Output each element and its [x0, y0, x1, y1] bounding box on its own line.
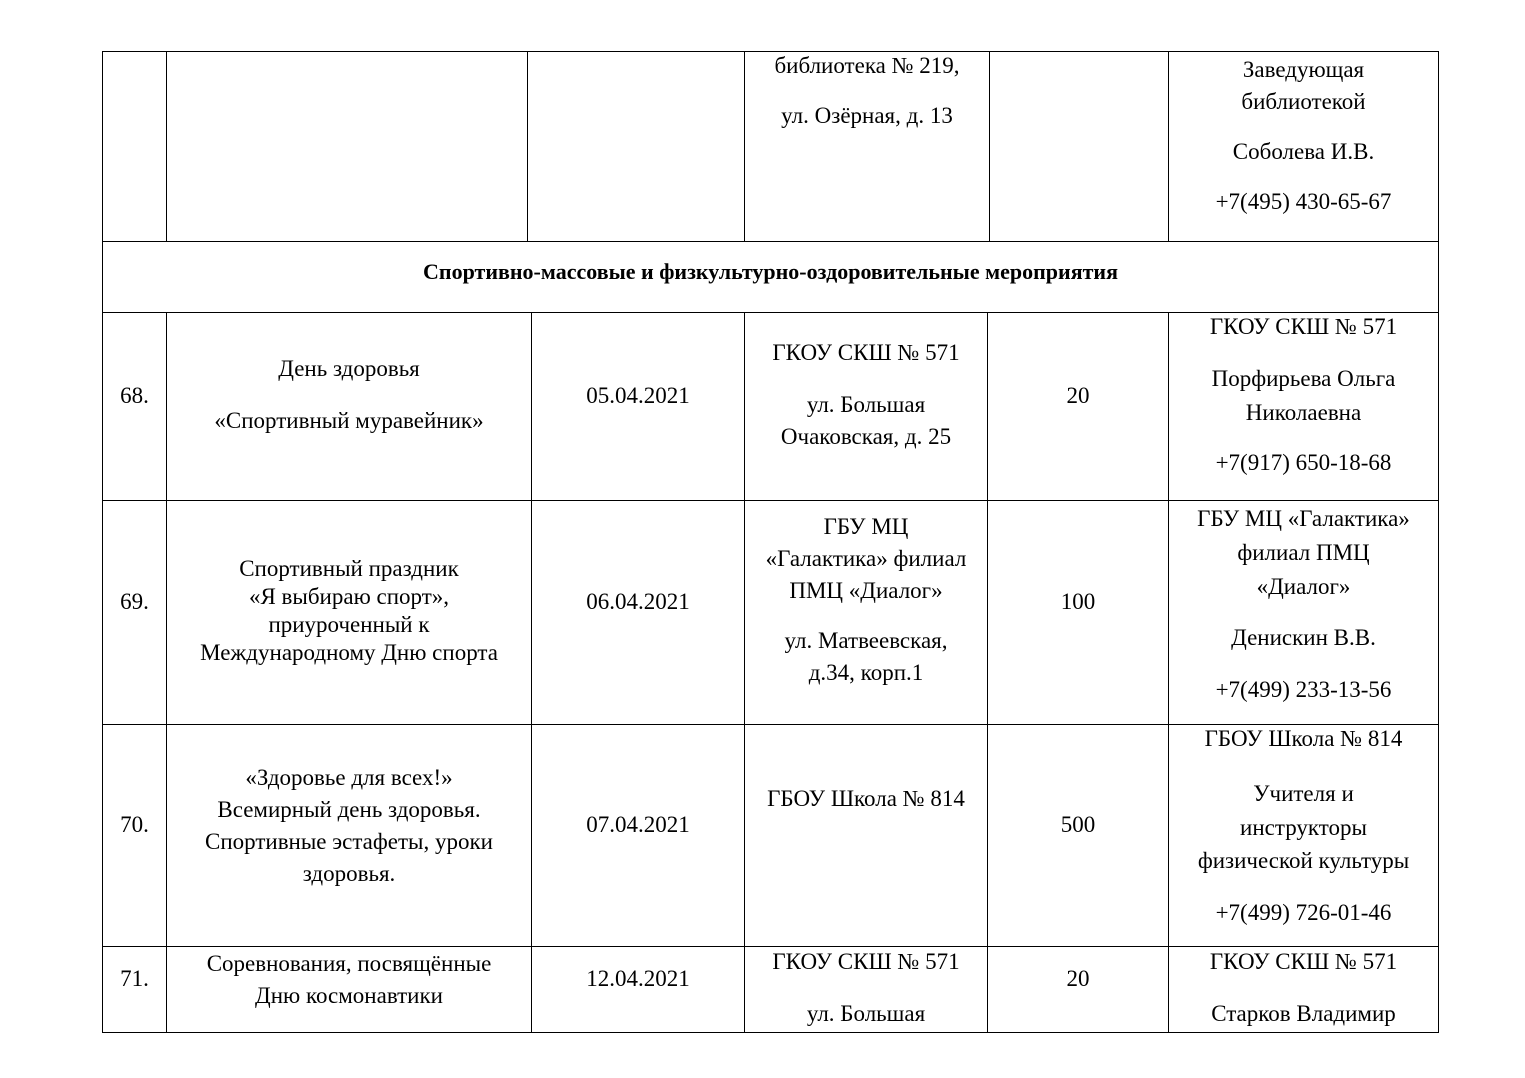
column-divider [989, 51, 990, 241]
contact-cell [1169, 52, 1438, 216]
contact-line: физической культуры [1197, 848, 1410, 873]
place-cell [745, 52, 989, 130]
event-line: Соревнования, посвящённые [206, 951, 492, 976]
table-row-divider [102, 500, 1439, 501]
place-line: ул. Озёрная, д. 13 [781, 103, 953, 128]
event-cell [167, 355, 531, 435]
row-number: 69. [120, 589, 149, 614]
count-cell: 20 [1066, 966, 1090, 991]
place-line: ул. Большая [806, 1001, 926, 1026]
place-line: ГКОУ СКШ № 571 [772, 340, 960, 365]
contact-cell [1169, 502, 1438, 706]
section-title: Спортивно-массовые и физкультурно-оздоровительные мероприятия [423, 259, 1118, 284]
column-divider [166, 51, 167, 241]
event-line: «Здоровье для всех!» [245, 765, 453, 790]
place-cell [745, 948, 987, 1028]
contact-cell [1169, 313, 1438, 477]
place-line: ГБОУ Школа № 814 [767, 786, 965, 811]
event-cell [167, 948, 531, 1012]
column-divider [527, 51, 528, 241]
contact-line: ГБОУ Школа № 814 [1204, 726, 1403, 751]
place-cell [745, 339, 987, 451]
event-line: Спортивный праздник [239, 556, 459, 581]
contact-line: Заведующая [1242, 57, 1365, 82]
place-line: д.34, корп.1 [808, 660, 924, 685]
table-row-divider [102, 241, 1439, 242]
place-cell [745, 785, 987, 813]
count-cell: 500 [1060, 812, 1096, 837]
event-line: приуроченный к [268, 612, 430, 637]
table-row-divider [102, 946, 1439, 947]
contact-line: +7(495) 430-65-67 [1215, 189, 1392, 214]
place-cell [745, 511, 987, 689]
contact-cell [1169, 948, 1438, 1028]
place-line: Очаковская, д. 25 [780, 424, 952, 449]
event-cell [167, 762, 531, 890]
event-line: «Спортивный муравейник» [214, 408, 484, 433]
contact-line: +7(499) 726-01-46 [1215, 900, 1392, 925]
date-cell: 06.04.2021 [586, 589, 690, 614]
event-line: здоровья. [302, 861, 396, 886]
place-line: ПМЦ «Диалог» [789, 578, 943, 603]
row-number: 71. [120, 966, 149, 991]
contact-line: ГБУ МЦ «Галактика» [1197, 506, 1410, 531]
place-line: ул. Большая [806, 392, 926, 417]
contact-line: Порфирьева Ольга [1211, 366, 1396, 391]
count-cell: 100 [1060, 589, 1096, 614]
row-number: 70. [120, 812, 149, 837]
date-cell: 12.04.2021 [586, 966, 690, 991]
event-line: «Я выбираю спорт», [248, 584, 450, 609]
place-line: ГБУ МЦ [823, 514, 909, 539]
contact-line: Старков Владимир [1211, 1001, 1396, 1026]
table-border-right [1438, 51, 1439, 1033]
place-line: «Галактика» филиал [765, 546, 967, 571]
column-divider [987, 312, 988, 1033]
count-cell: 20 [1066, 383, 1090, 408]
event-cell [167, 555, 531, 667]
event-line: День здоровья [278, 356, 420, 381]
contact-line: Учителя и [1253, 781, 1354, 806]
contact-line: +7(917) 650-18-68 [1215, 450, 1392, 475]
contact-line: +7(499) 233-13-56 [1215, 677, 1392, 702]
event-line: Спортивные эстафеты, уроки [204, 829, 493, 854]
place-line: ул. Матвеевская, [784, 628, 948, 653]
table-border-bottom [102, 1032, 1439, 1033]
date-cell: 05.04.2021 [586, 383, 690, 408]
contact-line: ГКОУ СКШ № 571 [1209, 314, 1398, 339]
contact-line: Соболева И.В. [1232, 139, 1375, 164]
table-border-left [102, 51, 103, 1033]
place-line: ГКОУ СКШ № 571 [772, 949, 960, 974]
event-line: Всемирный день здоровья. [217, 797, 481, 822]
row-number: 68. [120, 383, 149, 408]
event-line: Международному Дню спорта [200, 640, 498, 665]
contact-cell [1169, 725, 1438, 927]
place-line: библиотека № 219, [774, 53, 960, 78]
contact-line: библиотекой [1241, 89, 1366, 114]
contact-line: Николаевна [1245, 400, 1362, 425]
event-line: Дню космонавтики [255, 983, 443, 1008]
contact-line: филиал ПМЦ [1237, 540, 1370, 565]
date-cell: 07.04.2021 [586, 812, 690, 837]
contact-line: «Диалог» [1256, 574, 1351, 599]
column-divider [531, 312, 532, 1033]
contact-line: ГКОУ СКШ № 571 [1209, 949, 1398, 974]
contact-line: Денискин В.В. [1231, 625, 1376, 650]
contact-line: инструкторы [1240, 815, 1367, 840]
